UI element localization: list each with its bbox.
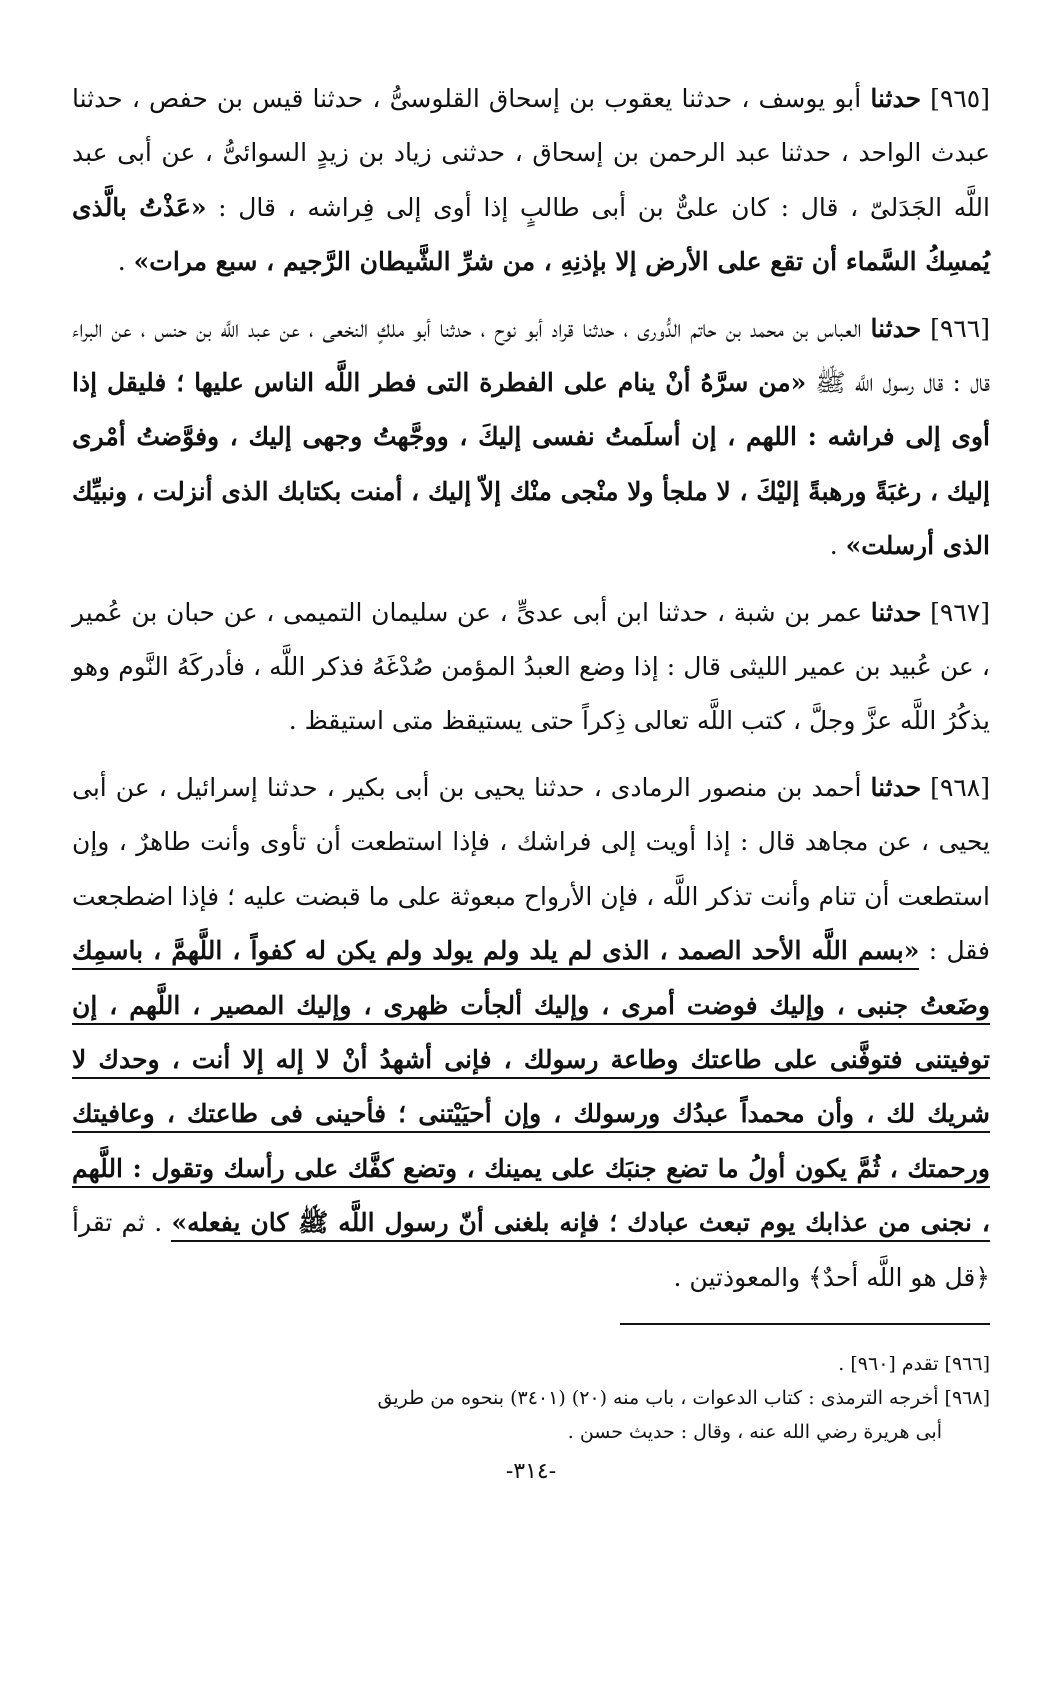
supplication-text: «عَذْتُ بالَّذى يُمسِكُ السَّماء أن تقع على الأرض إلا بإذنِهِ ، من شرِّ الشَّيطان الرَّجيم ، سبع مرات» (72, 192, 990, 277)
hadith-number: [٩٦٨] (930, 772, 990, 802)
hadith-967 (72, 586, 990, 749)
narration-text: العباس بن محمد بن حاتم الدُّورى ، حدثنا قراد أبو نوح ، حدثنا أبو ملكٍ النخعى ، عن عبد اللَّه بن حنس ، عن البراء قال : قال رسول اللَّه ﷺ (72, 313, 990, 398)
page-number: -٣١٤- (505, 1458, 557, 1484)
narration-text: أبو يوسف ، حدثنا يعقوب بن إسحاق القلوسىُّ ، حدثنا قيس بن حفص ، حدثنا عبدث الواحد ، حدثنا عبد الرحمن بن إسحاق ، حدثنى زياد بن زيدٍ السوائىُّ ، عن أبى عبد اللَّه الجَدَلىّ ، قال : كان علىٌّ بن أبى طالبٍ إذا أوى إلى فِراشه ، قال : (72, 84, 990, 222)
supplication-text: «بسم اللَّه الأحد الصمد ، الذى لم يلد ولم يولد ولم يكن له كفواً ، اللَّهمَّ ، باسمِك وضَعتُ جنبى ، وإليك فوضت أمرى ، وإليك ألجأت ظهرى ، وإليك المصير ، اللَّهم ، إن توفيتنى فتوفَّنى على طاعتك وطاعة رسولك ، فإنى أشهدُ أنْ لا إله إلا أنت ، وحدك لا شريك لك ، وأن محمداً عبدُك ورسولك ، وإن أحيَيْتنى ؛ فأحينى فى طاعتك ، وعافيتك ورحمتك ، ثُمَّ يكون أولُ ما تضع جنبَك على يمينك ، وتضع كفَّك على رأسك وتقول : اللَّهم ، نجنى من عذابك يوم تبعث عبادك ؛ فإنه بلغنى أنّ رسول اللَّه ﷺ كان يفعله» (72, 936, 990, 1242)
hadith-entries (72, 72, 990, 1305)
narration-lead: حدثنا (870, 772, 922, 802)
footnote-966: [٩٦٦] تقدم [٩٦٠] . (838, 1352, 990, 1375)
hadith-number: [٩٦٥] (930, 84, 990, 113)
footnote-968-line2: أبى هريرة رضي الله عنه ، وقال : حديث حسن . (567, 1420, 942, 1443)
footnote-divider (620, 1323, 990, 1325)
narration-text: . (117, 247, 134, 277)
hadith-number: [٩٦٦] (930, 313, 990, 343)
hadith-965 (72, 72, 990, 290)
narration-text: أحمد بن منصور الرمادى ، حدثنا يحيى بن أبى بكير ، حدثنا إسرائيل ، عن أبى يحيى ، عن مجاهد قال : إذا أويت إلى فراشك ، فإذا استطعت أن تأوى وأنت طاهرٌ ، وإن استطعت أن تنام وأنت تذكر اللَّه ، فإن الأرواح مبعوثة على ما قبضت عليه ؛ فإذا اضطجعت فقل : (72, 772, 990, 966)
supplication-text: «من سرَّهُ أنْ ينام على الفطرة التى فطر اللَّه الناس عليها ؛ فليقل إذا أوى إلى فراشه : اللهم ، إن أسلَمتُ نفسى إليكَ ، ووجَّهتُ وجهى إليك ، وفوَّضتُ أمْرى إليك ، رغبَةً ورهبةً إليْكَ ، لا ملجأ ولا منْجى منْك إلاّ إليك ، أمنت بكتابك الذى أنزلت ، ونبيِّك الذى أرسلت» (72, 368, 990, 561)
narration-text: . (829, 531, 846, 561)
narration-text: . ثم تقرأ ﴿قل هو اللَّه أحدٌ﴾ والمعوذتين . (72, 1208, 990, 1292)
narration-lead: حدثنا (870, 84, 922, 113)
narration-lead: حدثنا (870, 313, 922, 343)
hadith-number: [٩٦٧] (930, 597, 990, 627)
hadith-968 (72, 761, 990, 1305)
narration-text: عمر بن شبة ، حدثنا ابن أبى عدىٍّ ، عن سليمان التميمى ، عن حبان بن عُمير ، عن عُبيد بن عمير الليثى قال : إذا وضع العبدُ المؤمن صُدْغَهُ فذكر اللَّه ، فأدركَهُ النَّوم وهو يذكُرُ اللَّه عزَّ وجلَّ ، كتب اللَّه تعالى ذِكراً حتى يستيقظ متى استيقظ . (72, 597, 990, 736)
footnote-968-line1: [٩٦٨] أخرجه الترمذى : كتاب الدعوات ، باب منه (٢٠) (٣٤٠١) بنحوه من طريق (377, 1386, 990, 1409)
hadith-966 (72, 302, 990, 574)
narration-lead: حدثنا (870, 597, 922, 627)
